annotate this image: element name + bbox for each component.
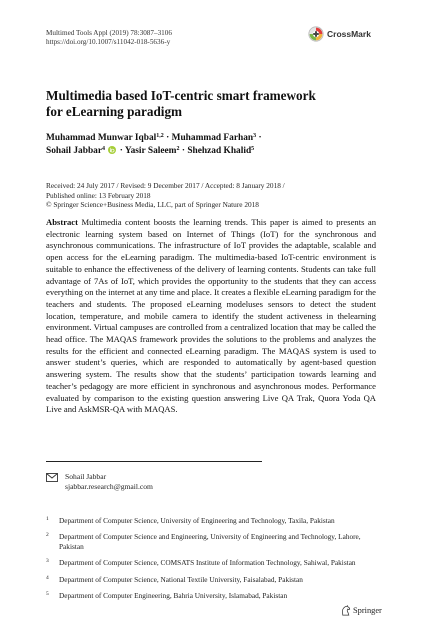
author-affiliation-marker: 1,2: [156, 133, 164, 139]
abstract-label: Abstract: [46, 217, 78, 227]
orcid-icon[interactable]: [108, 146, 116, 154]
author-name[interactable]: Shehzad Khalid: [187, 146, 252, 156]
footnote-divider: [46, 461, 262, 462]
affiliation-number: 3: [46, 558, 49, 565]
author-line-1: [46, 132, 262, 145]
author-name[interactable]: Sohail Jabbar: [46, 146, 103, 156]
corresponding-author-name: Sohail Jabbar: [65, 472, 107, 481]
crossmark-badge[interactable]: [308, 26, 371, 42]
affiliation-number: 4: [46, 574, 49, 581]
publisher-logo: [340, 605, 382, 616]
envelope-icon: [46, 473, 58, 482]
author-separator: ·: [181, 146, 185, 156]
author-name[interactable]: Muhammad Farhan: [171, 133, 254, 143]
affiliation-number: 2: [46, 532, 49, 539]
doi-link[interactable]: https://doi.org/10.1007/s11042-018-5636-y: [46, 38, 171, 46]
paper-title: [46, 88, 316, 120]
author-separator: ·: [166, 133, 170, 143]
author-line-2: [46, 145, 262, 158]
affiliation-item: [46, 558, 386, 567]
affiliation-text: Department of Computer Science, COMSATS Institute of Information Technology, Sahiwal, Pakistan: [59, 558, 356, 568]
corresponding-author-email[interactable]: sjabbar.research@gmail.com: [65, 482, 153, 491]
affiliation-text: Department of Computer Science, National Textile University, Faisalabad, Pakistan: [59, 574, 303, 584]
affiliation-item: [46, 532, 386, 551]
affiliation-item: [46, 575, 386, 584]
springer-horse-icon: [340, 605, 351, 616]
author-separator: ·: [258, 133, 262, 143]
author-affiliation-marker: 4: [102, 146, 106, 152]
publication-dates: [46, 181, 285, 210]
publisher-label: Springer: [353, 606, 382, 615]
journal-header: [46, 29, 172, 47]
corresponding-author: [46, 472, 153, 492]
affiliation-item: [46, 591, 386, 600]
abstract: [46, 217, 376, 416]
affiliation-number: 1: [46, 516, 49, 522]
author-affiliation-marker: 5: [251, 146, 255, 152]
history-line: Received: 24 July 2017 / Revised: 9 December 2017 / Accepted: 8 January 2018 /: [46, 181, 285, 190]
abstract-text: Multimedia content boosts the learning trends. This paper is aimed to presents an electronic learning system based on Internet of Things (IoT) for the synchronous and asynchronous communications. The infrastructure of IoT provides the adaptable, scalable and open access for the eLearning paradigm. The multimedia-based IoT-centric environment is suitable to enhance the effectiveness of the delivery of learning contents. Students can take full advantage of 7As of IoT, which provides the opportunity to the students that they can access everything on the internet at any time and place. It creates a flexible eLearning paradigm for the teachers and students. The proposed eLearning modeluses sensors to detect the student location, temperature, and mobile camera to identify the student activeness in thelearning environment. Virtual campuses are controlled from a centralized location that may be called the head office. The MAQAS framework provides the solutions to the problems and analyzes the results for the efficient and connected eLearning paradigm. The MAQAS system is used to answer student’s queries, which are responded to automatically by agent-based question answering system. The results show that the students’ participation towards learning and teacher’s pedagogy are more efficient in synchronous and asynchronous modes. Performance evaluated by comparison to the existing question answering Live QA Trak, Quora Yoda QA Live and AskMSR-QA with MAQAS.: [46, 217, 376, 415]
title-line-2: for eLearning paradigm: [46, 104, 183, 119]
author-affiliation-marker: 3: [253, 133, 257, 139]
crossmark-icon: [308, 26, 324, 42]
published-online-line: Published online: 13 February 2018: [46, 190, 151, 200]
title-line-1: Multimedia based IoT-centric smart framework: [46, 88, 316, 103]
copyright-line: © Springer Science+Business Media, LLC, part of Springer Nature 2018: [46, 200, 259, 210]
author-name[interactable]: Yasir Saleem: [124, 146, 177, 156]
affiliation-number: 5: [46, 591, 49, 598]
author-name[interactable]: Muhammad Munwar Iqbal: [46, 133, 157, 143]
author-list: [46, 132, 262, 158]
affiliation-list: [46, 516, 386, 607]
author-separator: ·: [119, 146, 123, 156]
affiliation-item: [46, 516, 386, 525]
crossmark-label: CrossMark: [327, 29, 371, 39]
journal-citation: Multimed Tools Appl (2019) 78:3087–3106: [46, 29, 172, 37]
affiliation-text: Department of Computer Science, University of Engineering and Technology, Taxila, Pakistan: [59, 516, 335, 525]
affiliation-text: Department of Computer Science and Engineering, University of Engineering and Technology, Lahore, Pakistan: [59, 532, 361, 551]
author-affiliation-marker: 2: [176, 146, 180, 152]
affiliation-text: Department of Computer Engineering, Bahria University, Islamabad, Pakistan: [59, 591, 288, 601]
